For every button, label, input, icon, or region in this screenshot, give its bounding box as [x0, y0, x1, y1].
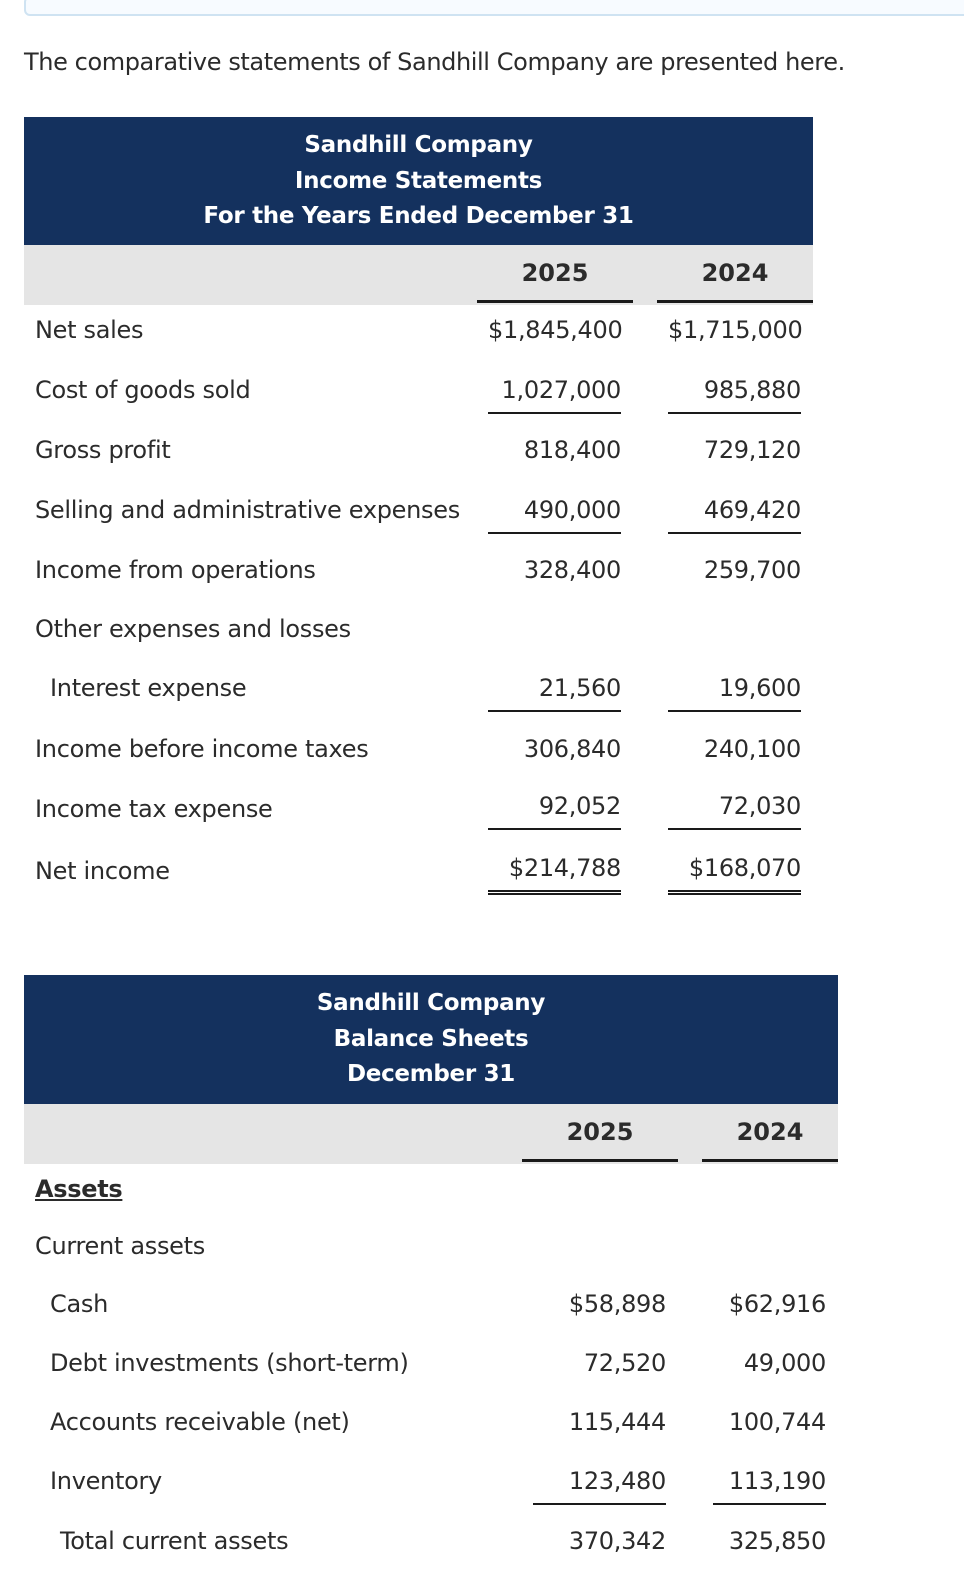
- table-row: [0, 674, 964, 714]
- row-label: Accounts receivable (net): [50, 1408, 350, 1436]
- table-row: [0, 436, 964, 476]
- value-2024: 19,600: [668, 674, 801, 712]
- value-2024: 325,850: [728, 1527, 826, 1555]
- table-row: [0, 792, 964, 835]
- row-label: Interest expense: [50, 674, 247, 702]
- value-2025: 306,840: [523, 735, 621, 763]
- value-2024: $62,916: [728, 1290, 826, 1318]
- value-2025: $58,898: [568, 1290, 666, 1318]
- assets-heading: Assets: [35, 1175, 123, 1203]
- table-row: [0, 1349, 964, 1389]
- row-label: Other expenses and losses: [35, 615, 351, 643]
- value-2025: 123,480: [533, 1467, 666, 1505]
- top-panel-edge: [24, 0, 964, 16]
- value-2024: 240,100: [703, 735, 801, 763]
- value-2025: 21,560: [488, 674, 621, 712]
- row-label: Total current assets: [60, 1527, 289, 1555]
- row-label: Inventory: [50, 1467, 162, 1495]
- table-row: [0, 854, 964, 897]
- year-2025: 2025: [522, 1118, 678, 1162]
- value-2025: 115,444: [568, 1408, 666, 1436]
- value-2025: 818,400: [523, 436, 621, 464]
- value-2024: $168,070: [668, 854, 801, 895]
- value-2024: 259,700: [703, 556, 801, 584]
- year-2024: 2024: [657, 259, 813, 303]
- current-assets-heading: Current assets: [35, 1232, 205, 1260]
- statement-date: December 31: [346, 1061, 515, 1087]
- row-label: Cash: [50, 1290, 108, 1318]
- value-2024: 469,420: [668, 496, 801, 534]
- table-row: [0, 496, 964, 536]
- value-2025: 328,400: [523, 556, 621, 584]
- row-label: Net income: [35, 857, 170, 885]
- balance-sheet-header: [24, 975, 838, 1104]
- income-year-header: [24, 245, 813, 305]
- intro-text: The comparative statements of Sandhill Company are presented here.: [24, 48, 845, 76]
- row-label: Net sales: [35, 316, 144, 344]
- table-row: [0, 1527, 964, 1567]
- row-label: Income from operations: [35, 556, 316, 584]
- row-label: Debt investments (short-term): [50, 1349, 409, 1377]
- table-row: [0, 1467, 964, 1507]
- value-2024: 100,744: [728, 1408, 826, 1436]
- value-2024: 729,120: [703, 436, 801, 464]
- row-label: Selling and administrative expenses: [35, 496, 460, 524]
- row-label: Gross profit: [35, 436, 171, 464]
- table-row: [0, 316, 964, 356]
- income-statement-header: [24, 117, 813, 245]
- company-name: Sandhill Company: [316, 990, 546, 1016]
- year-2024: 2024: [702, 1118, 838, 1162]
- value-2025: 370,342: [568, 1527, 666, 1555]
- value-2025: 72,520: [583, 1349, 666, 1377]
- table-row: [0, 556, 964, 596]
- table-row: [0, 376, 964, 416]
- value-2025: 490,000: [488, 496, 621, 534]
- row-label: Income tax expense: [35, 795, 273, 823]
- assets-heading-row: [0, 1175, 964, 1215]
- row-label: Cost of goods sold: [35, 376, 251, 404]
- table-row: [0, 1408, 964, 1448]
- value-2024: 72,030: [668, 792, 801, 830]
- value-2025: $1,845,400: [488, 316, 623, 344]
- value-2024: 985,880: [668, 376, 801, 414]
- value-2025: $214,788: [488, 854, 621, 895]
- table-row: [0, 1290, 964, 1330]
- value-2024: $1,715,000: [668, 316, 803, 344]
- value-2025: 1,027,000: [488, 376, 621, 414]
- statement-period: For the Years Ended December 31: [203, 203, 634, 229]
- balance-year-header: [24, 1104, 838, 1164]
- current-assets-row: [0, 1232, 964, 1272]
- table-row: [0, 735, 964, 775]
- row-label: Income before income taxes: [35, 735, 369, 763]
- statement-title: Income Statements: [294, 167, 543, 194]
- value-2025: 92,052: [488, 792, 621, 830]
- company-name: Sandhill Company: [304, 132, 533, 158]
- value-2024: 113,190: [713, 1467, 826, 1505]
- table-row: [0, 615, 964, 655]
- year-2025: 2025: [477, 259, 633, 303]
- statement-title: Balance Sheets: [333, 1025, 529, 1052]
- value-2024: 49,000: [743, 1349, 826, 1377]
